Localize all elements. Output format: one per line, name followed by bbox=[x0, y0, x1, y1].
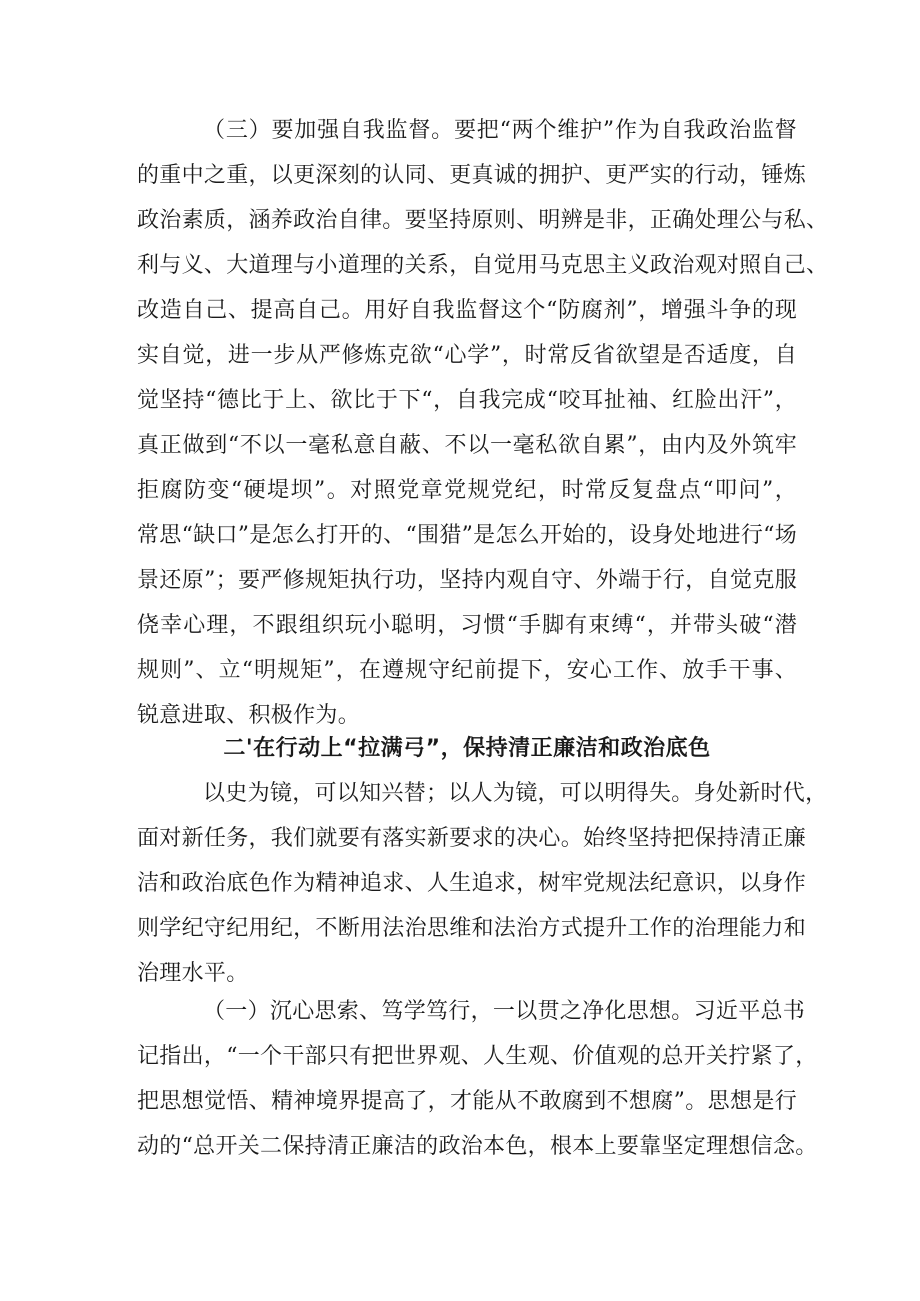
paragraph-line: 动的“总开关二保持清正廉洁的政治本色，根本上要靠坚定理想信念。 bbox=[137, 1134, 818, 1159]
paragraph-line: 的重中之重，以更深刻的认同、更真诚的拥护、更严实的行动，锤炼 bbox=[137, 163, 807, 188]
subsection-one-paragraph bbox=[137, 989, 818, 1169]
paragraph-line: 景还原”；要严修规矩执行功，坚持内观自守、外端于行，自觉克服 bbox=[137, 568, 797, 593]
section-heading: 二'在行动上“拉满弓”，保持清正廉洁和政治底色 bbox=[223, 736, 711, 761]
section-three-paragraph bbox=[137, 108, 829, 738]
paragraph-line: 治理水平。 bbox=[137, 961, 249, 986]
paragraph-line: 把思想觉悟、精神境界提高了，才能从不敢腐到不想腐”。思想是行 bbox=[137, 1089, 797, 1114]
paragraph-line: 侥幸心理，不跟组织玩小聪明，习惯“手脚有束缚“，并带头破“潜 bbox=[137, 613, 797, 638]
paragraph-line: 实自觉，进一步从严修炼克欲“心学”，时常反省欲望是否适度，自 bbox=[137, 343, 797, 368]
paragraph-line: 真正做到“不以一毫私意自蔽、不以一毫私欲自累”，由内及外筑牢 bbox=[137, 433, 797, 458]
paragraph-line: 觉坚持“德比于上、欲比于下“，自我完成“咬耳扯袖、红脸出汗”， bbox=[137, 388, 797, 413]
paragraph-line: （三）要加强自我监督。要把“两个维护”作为自我政治监督 bbox=[203, 118, 797, 143]
intro-paragraph bbox=[137, 771, 828, 996]
paragraph-line: 拒腐防变“硬堤坝”。对照党章党规党纪，时常反复盘点“叩问”， bbox=[137, 478, 797, 503]
paragraph-line: 常思“缺口”是怎么打开的、“围猎”是怎么开始的，设身处地进行“场 bbox=[137, 523, 797, 548]
paragraph-line: 锐意进取、积极作为。 bbox=[137, 703, 361, 728]
paragraph-line: 洁和政治底色作为精神追求、人生追求，树牢党规法纪意识，以身作 bbox=[137, 871, 807, 896]
paragraph-line: （一）沉心思索、笃学笃行，一以贯之净化思想。习近平总书 bbox=[203, 999, 806, 1024]
paragraph-line: 政治素质，涵养政治自律。要坚持原则、明辨是非，正确处理公与私、 bbox=[137, 208, 829, 233]
paragraph-line: 改造自己、提高自己。用好自我监督这个“防腐剂”，增强斗争的现 bbox=[137, 298, 797, 323]
paragraph-line: 面对新任务，我们就要有落实新要求的决心。始终坚持把保持清正廉 bbox=[137, 826, 807, 851]
paragraph-line: 则学纪守纪用纪，不断用法治思维和法治方式提升工作的治理能力和 bbox=[137, 916, 807, 941]
paragraph-line: 规则”、立“明规矩”，在遵规守纪前提下，安心工作、放手干事、 bbox=[137, 658, 797, 683]
paragraph-line: 记指出，“一个干部只有把世界观、人生观、价值观的总开关拧紧了， bbox=[137, 1044, 818, 1069]
paragraph-line: 以史为镜，可以知兴替；以人为镜，可以明得失。身处新时代， bbox=[203, 781, 828, 806]
paragraph-line: 利与义、大道理与小道理的关系，自觉用马克思主义政治观对照自己、 bbox=[137, 253, 829, 278]
